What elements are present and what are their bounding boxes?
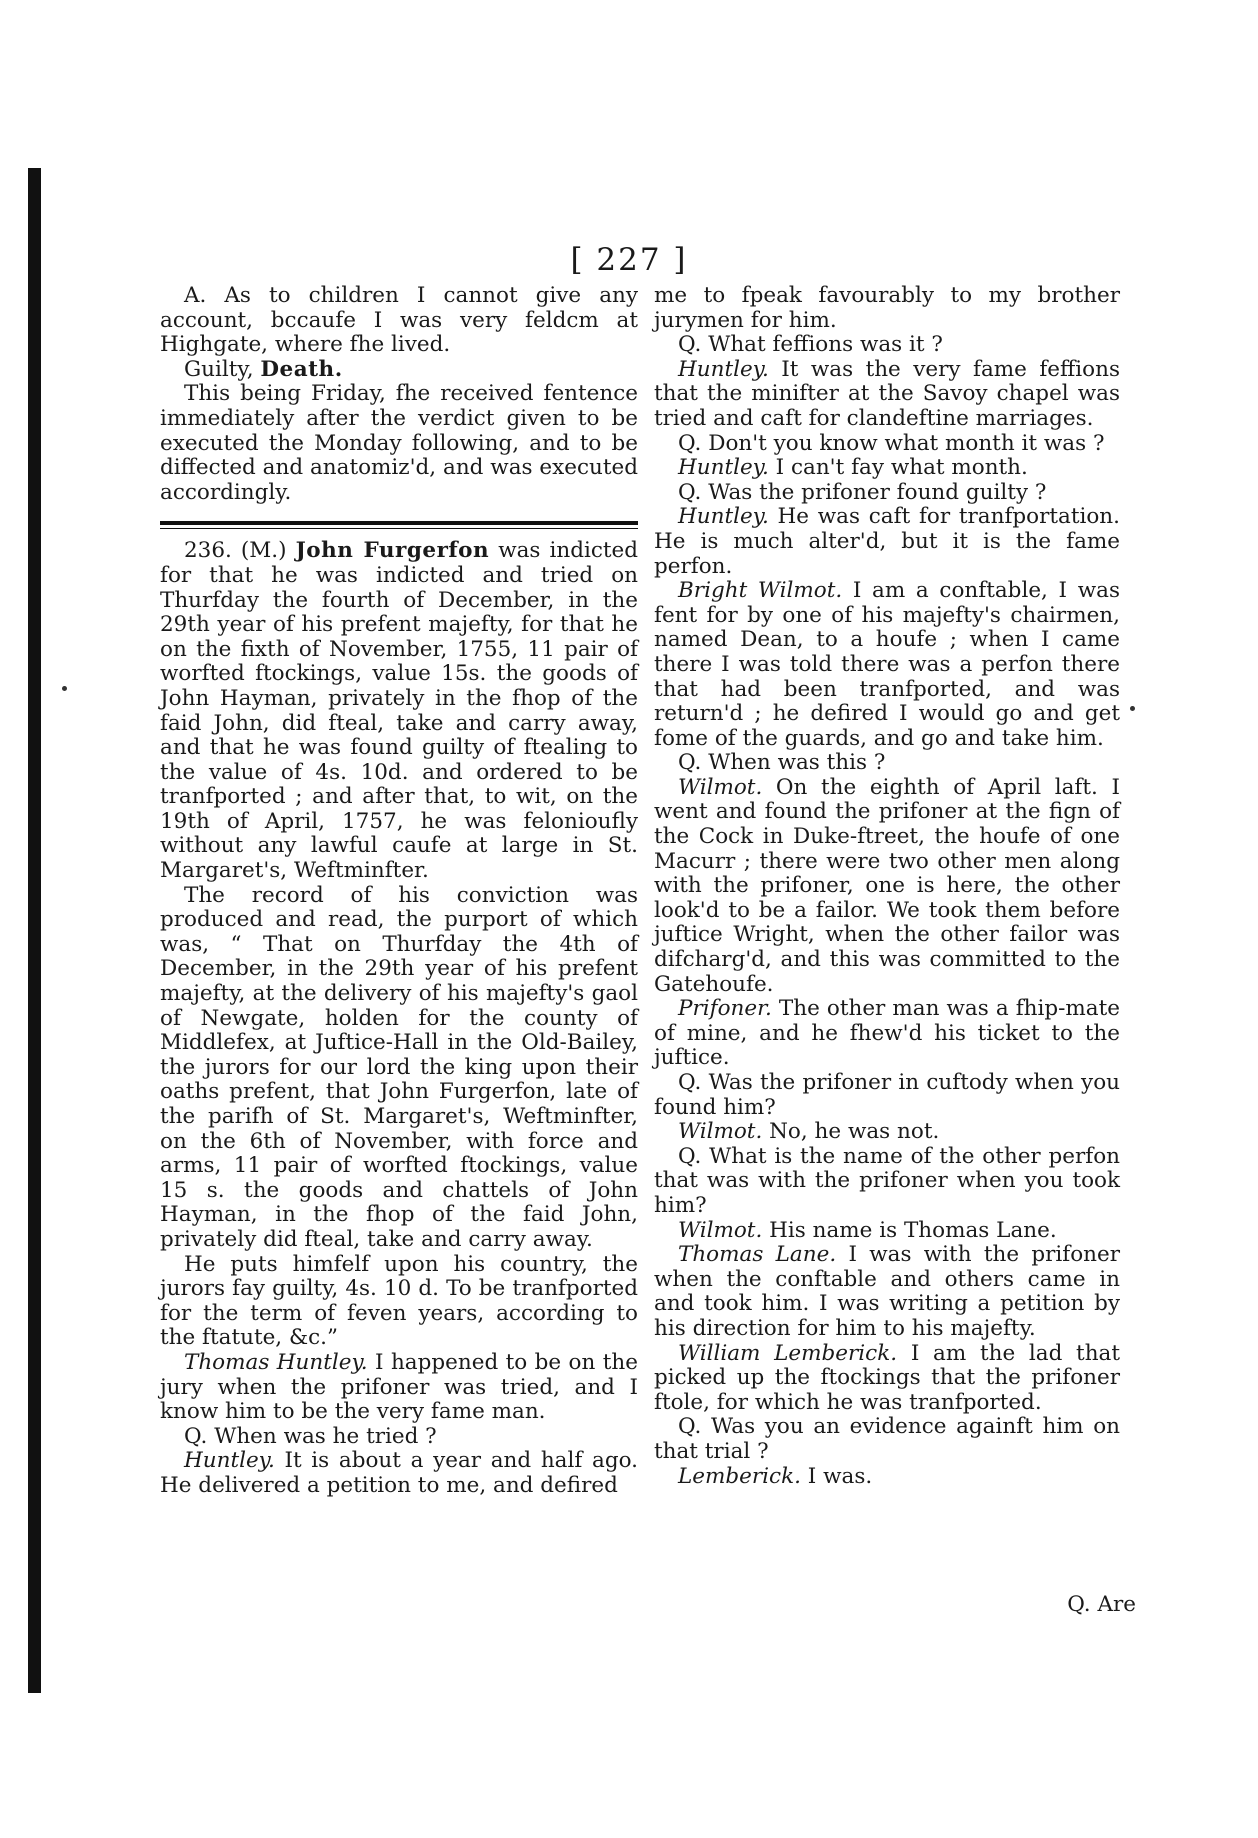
question: Q. Was the prifoner in cuftody when you found him? xyxy=(654,1070,1120,1120)
page-binding-shadow xyxy=(28,168,41,1693)
answer xyxy=(654,1219,1120,1244)
speaker-name: Huntley. xyxy=(184,1448,275,1474)
testimony-text: I was with the prifoner when the conftable and others came in and took him. I was writing a petition by his direction for him to his majefty. xyxy=(654,1242,1120,1341)
margin-speck xyxy=(62,686,67,691)
testimony-text: On the eighth of April laft. I went and found the prifoner at the fign of the Cock in Duke-ftreet, the houfe of one Macurr ; there were two other men along with the prifoner, one is here, the other look'd to be a failor. We took them before juftice Wright, when the other failor was difcharg'd, and this was committed to the Gatehoufe. xyxy=(654,774,1120,997)
left-column xyxy=(160,284,638,1499)
answer-text: No, he was not. xyxy=(762,1119,940,1145)
answer-text: It was the very fame feffions that the minifter at the Savoy chapel was tried and caft for clandeftine marriages. xyxy=(654,356,1120,431)
question: Q. What is the name of the other perfon that was with the prifoner when you took him? xyxy=(654,1143,1120,1218)
answer-children: A. As to children I cannot give any account, bccaufe I was very feldcm at Highgate, where fhe lived. xyxy=(160,283,638,358)
speaker-name: Wilmot. xyxy=(678,1217,763,1243)
section-rule-thin xyxy=(160,528,638,529)
answer xyxy=(654,456,1120,481)
question: Q. When was he tried ? xyxy=(184,1423,437,1449)
sentence-paragraph: This being Friday, fhe received fentence immediately after the verdict given to be executed the Monday following, and to be diffected and anatomiz'd, and was executed accordingly. xyxy=(160,381,638,505)
testimony-wilmot xyxy=(654,579,1120,751)
answer xyxy=(654,1465,1120,1490)
speaker-name: Prifoner. xyxy=(678,996,772,1022)
speaker-name: Huntley. xyxy=(678,504,769,530)
testimony-text: I am a conftable, I was fent for by one of his majefty's chairmen, named Dean, to a houfe ; when I came there I was told there was a perfon there that had been tranfported, and was return'd ; he defired I would go and get fome of the guards, and go and take him. xyxy=(654,578,1120,751)
speaker-name: Lemberick. xyxy=(678,1463,801,1489)
testimony-text: It is about a year and half ago. He delivered a petition to me, and defired xyxy=(160,1448,638,1498)
answer-text: He was caft for tranfportation. He is much alter'd, but it is the fame perfon. xyxy=(654,504,1120,579)
continued-text: me to fpeak favourably to my brother jurymen for him. xyxy=(654,283,1120,333)
question: Q. Was you an evidence againft him on that trial ? xyxy=(654,1414,1120,1464)
verdict-value: Death. xyxy=(260,356,343,382)
answer xyxy=(654,505,1120,579)
section-rule-thick xyxy=(160,521,638,525)
testimony-text: The other man was a fhip-mate of mine, and he fhew'd his ticket to the juftice. xyxy=(654,996,1120,1071)
page-number: [ 227 ] xyxy=(570,242,688,278)
question: Q. When was this ? xyxy=(678,750,886,776)
answer xyxy=(654,1120,1120,1145)
verdict xyxy=(160,358,638,383)
right-column xyxy=(654,284,1120,1489)
margin-speck xyxy=(1130,706,1135,711)
speaker-name: Thomas Huntley. xyxy=(184,1349,368,1375)
case-number: 236. (M.) xyxy=(184,538,296,564)
indictment-text: was indicted for that he was indicted and tried on Thurfday the fourth of December, in the 29th year of his prefent majefty, for that he on the fixth of November, 1755, 11 pair of worfted ftockings, value 15s. the goods of John Hayman, privately in the fhop of the faid John, did fteal, take and carry away, and that he was found guilty of ftealing to the value of 4s. 10d. and ordered to be tranfported ; and after that, to wit, on the 19th of April, 1757, he was felonioufly without any lawful caufe at large in St. Margaret's, Weftminfter. xyxy=(160,538,639,884)
testimony-text: I happened to be on the jury when the prifoner was tried, and I know him to be the very fame man. xyxy=(160,1349,638,1425)
catchword: Q. Are xyxy=(1067,1592,1136,1617)
question: Q. Don't you know what month it was ? xyxy=(678,430,1105,456)
speaker-name: Thomas Lane. xyxy=(678,1242,837,1268)
speaker-name: Huntley. xyxy=(678,356,769,382)
testimony-lane xyxy=(654,1243,1120,1341)
testimony-prisoner xyxy=(654,997,1120,1071)
question: Q. What feffions was it ? xyxy=(678,332,943,358)
defendant-name: John Furgerfon xyxy=(295,538,490,564)
testimony-huntley xyxy=(160,1351,638,1425)
record-paragraph: The record of his conviction was produced and read, the purport of which was, “ That on Thurfday the 4th of December, in the 29th year of his prefent majefty, at the delivery of his majefty's gaol of Newgate, holden for the county of Middlefex, at Juftice-Hall in the Old-Bailey, the jurors for our lord the king upon their oaths prefent, that John Furgerfon, late of the parifh of St. Margaret's, Weftminfter, on the 6th of November, with force and arms, 11 pair of worfted ftockings, value 15 s. the goods and chattels of John Hayman, in the fhop of the faid John, privately did fteal, take and carry away. xyxy=(160,882,638,1252)
answer xyxy=(654,358,1120,432)
speaker-name: Huntley. xyxy=(678,455,769,481)
speaker-name: Bright Wilmot. xyxy=(678,578,843,604)
testimony-lemberick xyxy=(654,1342,1120,1416)
case-236-indictment xyxy=(160,539,638,883)
testimony-wilmot-2 xyxy=(654,776,1120,997)
verdict-label: Guilty, xyxy=(184,356,261,382)
plea-paragraph: He puts himfelf upon his country, the jurors fay guilty, 4s. 10 d. To be tranfported for the term of feven years, according to the ftatute, &c.” xyxy=(160,1251,638,1351)
speaker-name: Wilmot. xyxy=(678,1119,763,1145)
speaker-name: Wilmot. xyxy=(678,774,763,800)
answer-text: I can't fay what month. xyxy=(768,455,1028,481)
testimony-text: I am the lad that picked up the ftockings that the prifoner ftole, for which he was tranfported. xyxy=(654,1340,1121,1415)
question: Q. Was the prifoner found guilty ? xyxy=(678,479,1047,505)
speaker-name: William Lemberick. xyxy=(678,1340,898,1366)
testimony-huntley-2 xyxy=(160,1449,638,1498)
answer-text: His name is Thomas Lane. xyxy=(762,1217,1057,1243)
answer-text: I was. xyxy=(800,1463,873,1489)
